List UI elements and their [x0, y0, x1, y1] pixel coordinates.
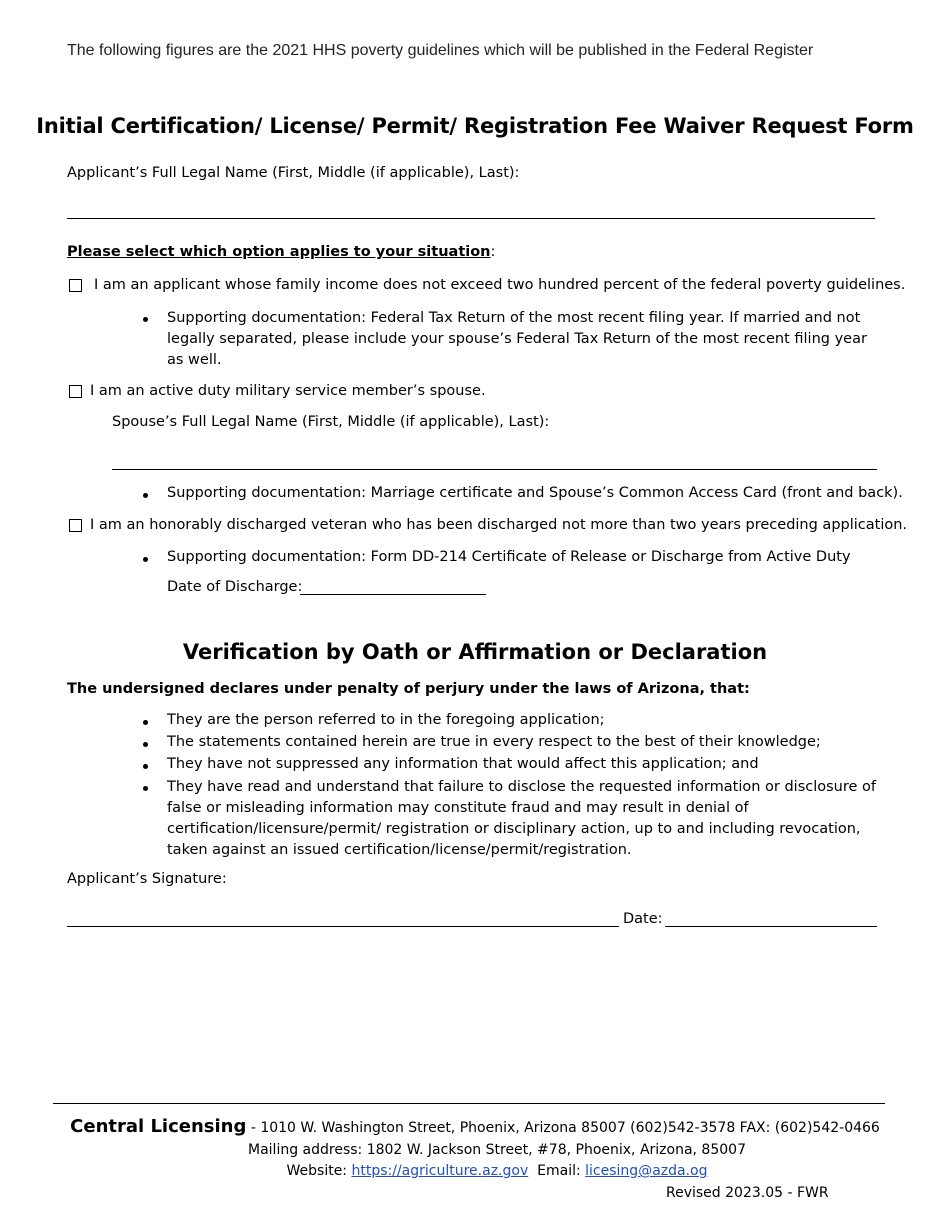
footer-mailing: Mailing address: 1802 W. Jackson Street, #78, Phoenix, Arizona, 85007	[248, 1142, 746, 1158]
option-spouse-checkbox[interactable]	[69, 385, 82, 398]
option-spouse-doc: Supporting documentation: Marriage certificate and Spouse’s Common Access Card (front and back).	[167, 485, 903, 501]
bullet-icon	[143, 786, 148, 791]
option-veteran-doc: Supporting documentation: Form DD-214 Certificate of Release or Discharge from Active Duty	[167, 549, 851, 565]
applicant-name-label: Applicant’s Full Legal Name (First, Middle (if applicable), Last):	[67, 165, 520, 181]
option-income-checkbox[interactable]	[69, 279, 82, 292]
bullet-icon	[143, 720, 148, 725]
email-link[interactable]: licesing@azda.og	[585, 1163, 708, 1179]
footer-org: Central Licensing	[70, 1116, 247, 1137]
signature-field[interactable]	[67, 926, 619, 927]
option-veteran-label: I am an honorably discharged veteran who has been discharged not more than two years preceding application.	[90, 517, 908, 533]
verification-title: Verification by Oath or Affirmation or Declaration	[182, 640, 768, 664]
declaration-item: They have read and understand that failure to disclose the requested information or disclosure of false or misleading information may constitute fraud and may result in denial of certification/licensure/permit/ registration or disciplinary action, up to and including revocation, taken against an issued certification/license/permit/registration.	[167, 779, 877, 858]
bullet-icon	[143, 317, 148, 322]
footer-contact: Website: https://agriculture.az.gov Email: licesing@azda.og	[286, 1163, 708, 1179]
website-link[interactable]: https://agriculture.az.gov	[351, 1163, 529, 1179]
revision-label: Revised 2023.05 - FWR	[666, 1185, 829, 1201]
bullet-icon	[143, 764, 148, 769]
bullet-icon	[143, 557, 148, 562]
footer-address-line	[0, 1116, 950, 1137]
option-income-label: I am an applicant whose family income does not exceed two hundred percent of the federal poverty guidelines.	[94, 277, 906, 293]
bullet-icon	[143, 493, 148, 498]
bullet-icon	[143, 742, 148, 747]
discharge-date-label: Date of Discharge:	[167, 579, 303, 595]
signature-label: Applicant’s Signature:	[67, 871, 227, 887]
select-prompt: Please select which option applies to your situation:	[67, 244, 496, 260]
applicant-name-field[interactable]	[67, 218, 875, 219]
header-note: The following figures are the 2021 HHS poverty guidelines which will be published in the Federal Register	[67, 42, 814, 59]
spouse-name-field[interactable]	[112, 469, 877, 470]
declaration-item: They have not suppressed any information that would affect this application; and	[167, 756, 759, 772]
declaration-item: The statements contained herein are true in every respect to the best of their knowledge;	[167, 734, 821, 750]
option-veteran-checkbox[interactable]	[69, 519, 82, 532]
discharge-date-field[interactable]	[300, 594, 486, 595]
signature-date-field[interactable]	[665, 926, 877, 927]
form-title: Initial Certification/ License/ Permit/ Registration Fee Waiver Request Form	[36, 114, 914, 138]
option-income-doc: Supporting documentation: Federal Tax Return of the most recent filing year. If married and not legally separated, please include your spouse’s Federal Tax Return of the most recent filing year as well.	[167, 310, 867, 368]
declaration-item: They are the person referred to in the foregoing application;	[167, 712, 605, 728]
option-spouse-label: I am an active duty military service member’s spouse.	[90, 383, 486, 399]
spouse-name-label: Spouse’s Full Legal Name (First, Middle (if applicable), Last):	[112, 414, 550, 430]
signature-date-label: Date:	[623, 911, 663, 927]
declaration-intro: The undersigned declares under penalty of perjury under the laws of Arizona, that:	[67, 681, 750, 697]
footer-address: - 1010 W. Washington Street, Phoenix, Arizona 85007 (602)542-3578 FAX: (602)542-0466	[246, 1120, 880, 1136]
footer-divider	[53, 1103, 885, 1104]
